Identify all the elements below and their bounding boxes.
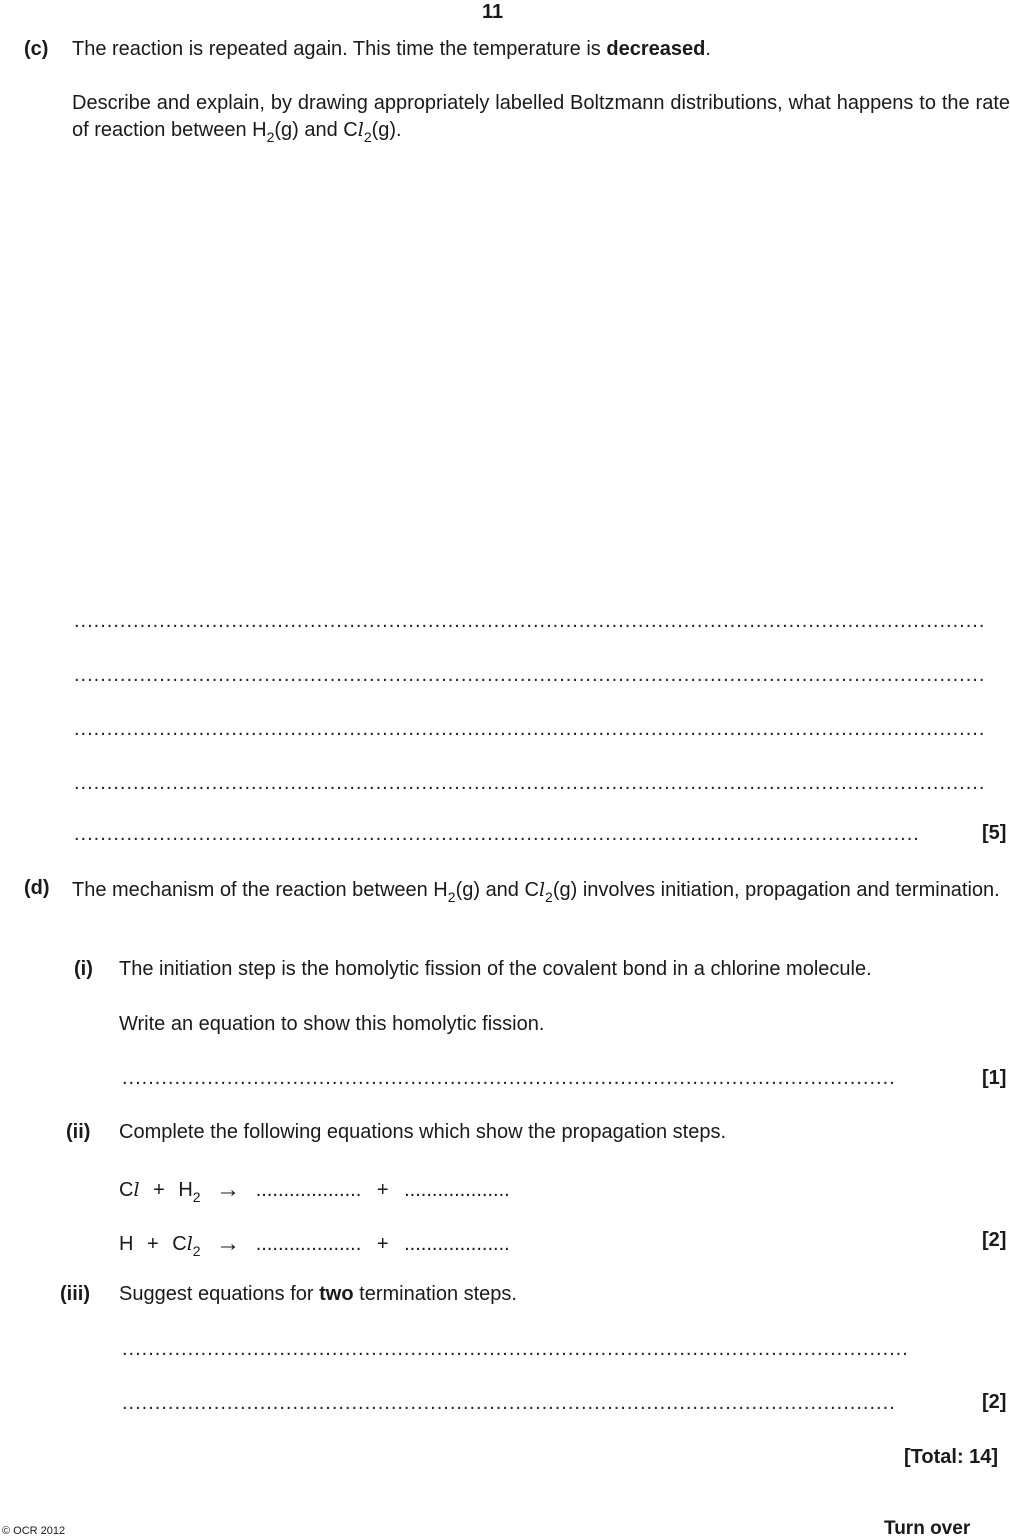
answer-line-c-5[interactable]: ................................................................................................................................. bbox=[74, 823, 920, 845]
part-d-iii-label: (iii) bbox=[60, 1283, 90, 1305]
page-number: 11 bbox=[482, 1, 504, 23]
turn-over: Turn over bbox=[884, 1518, 971, 1539]
marks-d-i: [1] bbox=[982, 1067, 1007, 1089]
answer-line-d-iii-2[interactable]: ...................................................................................................................... bbox=[122, 1392, 896, 1414]
part-c-label: (c) bbox=[24, 38, 49, 60]
blank-product-3[interactable]: ................... bbox=[255, 1233, 362, 1255]
part-d-i-text: The initiation step is the homolytic fission of the covalent bond in a chlorine molecule. bbox=[119, 958, 872, 980]
part-d-iii-text: Suggest equations for two termination steps. bbox=[119, 1283, 517, 1305]
propagation-equation-1: $Cl + H_2$ → ................... + ................... bbox=[119, 1176, 510, 1205]
marks-c: [5] bbox=[982, 822, 1007, 844]
copyright: © OCR 2012 bbox=[2, 1525, 66, 1537]
blank-product-1[interactable]: ................... bbox=[255, 1179, 362, 1201]
propagation-equation-2: $H + Cl_2$ → ................... + ................... bbox=[119, 1230, 510, 1259]
answer-line-c-3[interactable]: ........................................................................................................................................... bbox=[74, 718, 986, 740]
part-d-ii-label: (ii) bbox=[66, 1121, 91, 1143]
answer-line-d-iii-1[interactable]: ........................................................................................................................ bbox=[122, 1338, 909, 1360]
part-d-intro: The mechanism of the reaction between $H_2(g)$ and $Cl_2(g)$ involves initiation, propagation and termination. bbox=[72, 879, 1000, 905]
blank-product-4[interactable]: ................... bbox=[404, 1233, 510, 1255]
answer-line-c-2[interactable]: ........................................................................................................................................... bbox=[74, 664, 986, 686]
marks-d-ii: [2] bbox=[982, 1229, 1007, 1251]
total-marks: [Total: 14] bbox=[904, 1446, 999, 1468]
part-d-label: (d) bbox=[24, 877, 50, 899]
answer-line-c-4[interactable]: ........................................................................................................................................... bbox=[74, 772, 986, 794]
part-d-i-instruction: Write an equation to show this homolytic fission. bbox=[119, 1013, 545, 1035]
part-c-describe: Describe and explain, by drawing appropriately labelled Boltzmann distributions, what happens to the rate of reaction between $H_2(g)$ and $Cl_2(g)$. bbox=[72, 92, 1010, 145]
emphasis-two: two bbox=[319, 1283, 354, 1305]
drawing-area[interactable] bbox=[72, 160, 1010, 590]
blank-product-2[interactable]: ................... bbox=[404, 1179, 510, 1201]
part-c-intro: The reaction is repeated again. This time the temperature is decreased. bbox=[72, 38, 711, 60]
part-d-ii-text: Complete the following equations which show the propagation steps. bbox=[119, 1121, 727, 1143]
marks-d-iii: [2] bbox=[982, 1391, 1007, 1413]
answer-line-c-1[interactable]: ........................................................................................................................................... bbox=[74, 610, 986, 632]
answer-line-d-i[interactable]: ...................................................................................................................... bbox=[122, 1067, 896, 1089]
part-d-i-label: (i) bbox=[74, 958, 93, 980]
emphasis-decreased: decreased bbox=[606, 38, 706, 60]
arrow-icon: → bbox=[216, 1230, 241, 1257]
arrow-icon: → bbox=[216, 1176, 241, 1203]
